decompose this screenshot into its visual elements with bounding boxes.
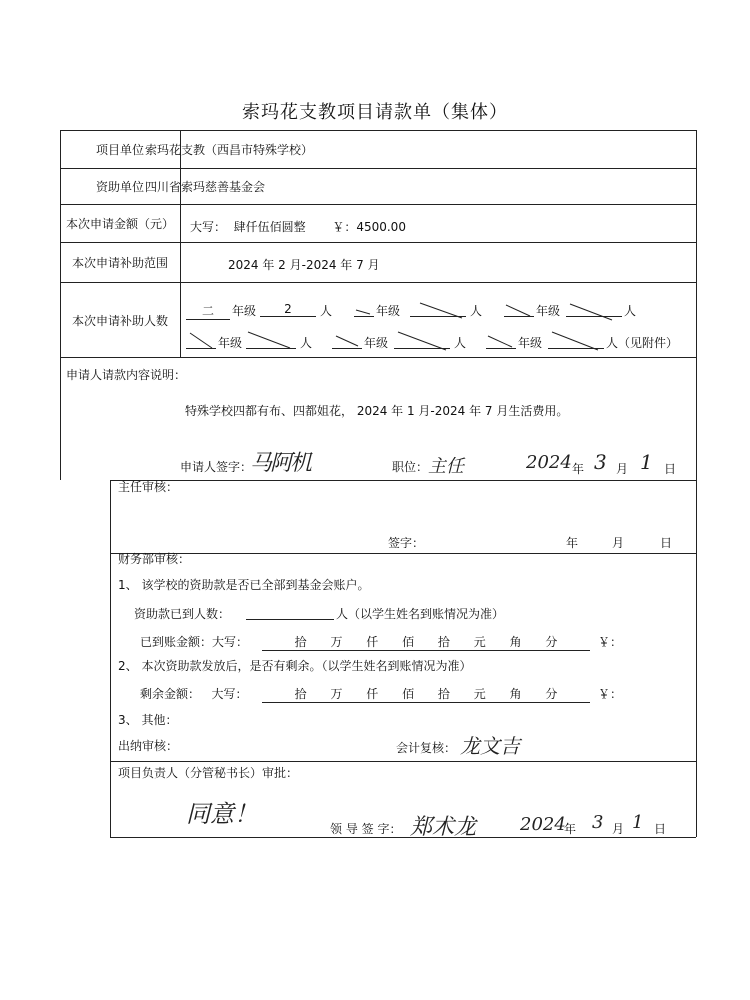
person-word: 人 <box>624 304 637 318</box>
leader-sign-label: 领 导 签 字： <box>330 822 402 836</box>
applicant-content: 特殊学校四都有布、四都姐花， 2024 年 1 月-2024 年 7 月生活费用。 <box>185 404 569 418</box>
person-word: 人 <box>320 304 333 318</box>
leader-day-word: 日 <box>654 822 667 836</box>
form-title: 索玛花支教项目请款单（集体） <box>242 102 508 123</box>
received-count-label: 资助款已到人数： <box>134 607 231 621</box>
received-amount-units: 拾 万 仟 佰 拾 元 角 分 <box>262 633 590 651</box>
director-month: 月 <box>612 536 625 550</box>
person-count: 2 <box>260 302 316 317</box>
person-word: 人 <box>470 304 483 318</box>
leader-year-word: 年 <box>564 822 577 836</box>
person-word: 人 <box>454 336 467 350</box>
director-label: 主任审核： <box>118 480 179 494</box>
received-yen: ￥： <box>598 635 623 649</box>
person-word: 人 <box>606 336 619 350</box>
project-unit-label: 项目单位 <box>95 143 144 157</box>
applicant-day-hand: 1 <box>640 450 653 474</box>
position-label: 职位： <box>392 460 429 474</box>
grade-word: 年级 <box>518 336 543 350</box>
grade-value: 二 <box>186 302 230 320</box>
director-day: 日 <box>660 536 673 550</box>
accountant-label: 会计复核： <box>396 741 457 755</box>
remaining-units: 拾 万 仟 佰 拾 元 角 分 <box>262 685 590 703</box>
remaining-yen: ￥： <box>598 687 623 701</box>
scope-value: 2024 年 2 月-2024 年 7 月 <box>228 258 380 272</box>
funding-unit-label: 资助单位 <box>95 180 144 194</box>
grade-word: 年级 <box>232 304 257 318</box>
received-count-field[interactable] <box>246 605 334 620</box>
count-label: 本次申请补助人数 <box>71 314 168 328</box>
project-unit-value: 索玛花支教（西昌市特殊学校） <box>145 143 314 157</box>
amount-label: 本次申请金额（元） <box>65 217 174 231</box>
funding-unit-value: 四川省索玛慈善基金会 <box>145 180 266 194</box>
leader-approval: 同意！ <box>186 800 258 828</box>
received-amount-label: 已到账金额：大写： <box>140 635 249 649</box>
finance-q1: 1、 该学校的资助款是否已全部到基金会账户。 <box>118 578 370 592</box>
applicant-month-word: 月 <box>616 462 629 476</box>
finance-q2: 2、 本次资助款发放后，是否有剩余。（以学生姓名到账情况为准） <box>118 659 472 673</box>
finance-label: 财务部审核： <box>118 552 191 566</box>
applicant-day-word: 日 <box>664 462 677 476</box>
applicant-month-hand: 3 <box>594 450 607 474</box>
finance-q3: 3、 其他： <box>118 713 178 727</box>
attachment-note: （见附件） <box>618 336 679 350</box>
applicant-label: 申请人请款内容说明： <box>66 368 187 382</box>
director-year: 年 <box>566 536 579 550</box>
grade-word: 年级 <box>376 304 401 318</box>
grade-word: 年级 <box>536 304 561 318</box>
leader-signature: 郑术龙 <box>410 815 477 840</box>
director-sign-label: 签字： <box>388 536 425 550</box>
remaining-label: 剩余金额： 大写： <box>140 687 248 701</box>
grade-word: 年级 <box>364 336 389 350</box>
applicant-year-word: 年 <box>572 462 585 476</box>
applicant-signature-label: 申请人签字： <box>180 460 253 474</box>
amount-value: 大写： 肆仟伍佰圆整 ￥：4500.00 <box>190 220 406 234</box>
leader-month-word: 月 <box>612 822 625 836</box>
leader-label: 项目负责人（分管秘书长）审批： <box>118 766 299 780</box>
grade-word: 年级 <box>218 336 243 350</box>
leader-year-hand: 2024 <box>520 814 566 835</box>
position-value: 主任 <box>428 456 464 477</box>
person-word: 人 <box>300 336 313 350</box>
applicant-year-hand: 2024 <box>526 452 572 473</box>
cashier-label: 出纳审核： <box>118 739 179 753</box>
leader-month-hand: 3 <box>592 812 604 833</box>
applicant-signature: 马阿机 <box>250 451 311 476</box>
scope-label: 本次申请补助范围 <box>71 256 168 270</box>
received-count-note: 人（以学生姓名到账情况为准） <box>336 607 505 621</box>
leader-day-hand: 1 <box>632 812 644 833</box>
accountant-signature: 龙文吉 <box>460 734 520 758</box>
